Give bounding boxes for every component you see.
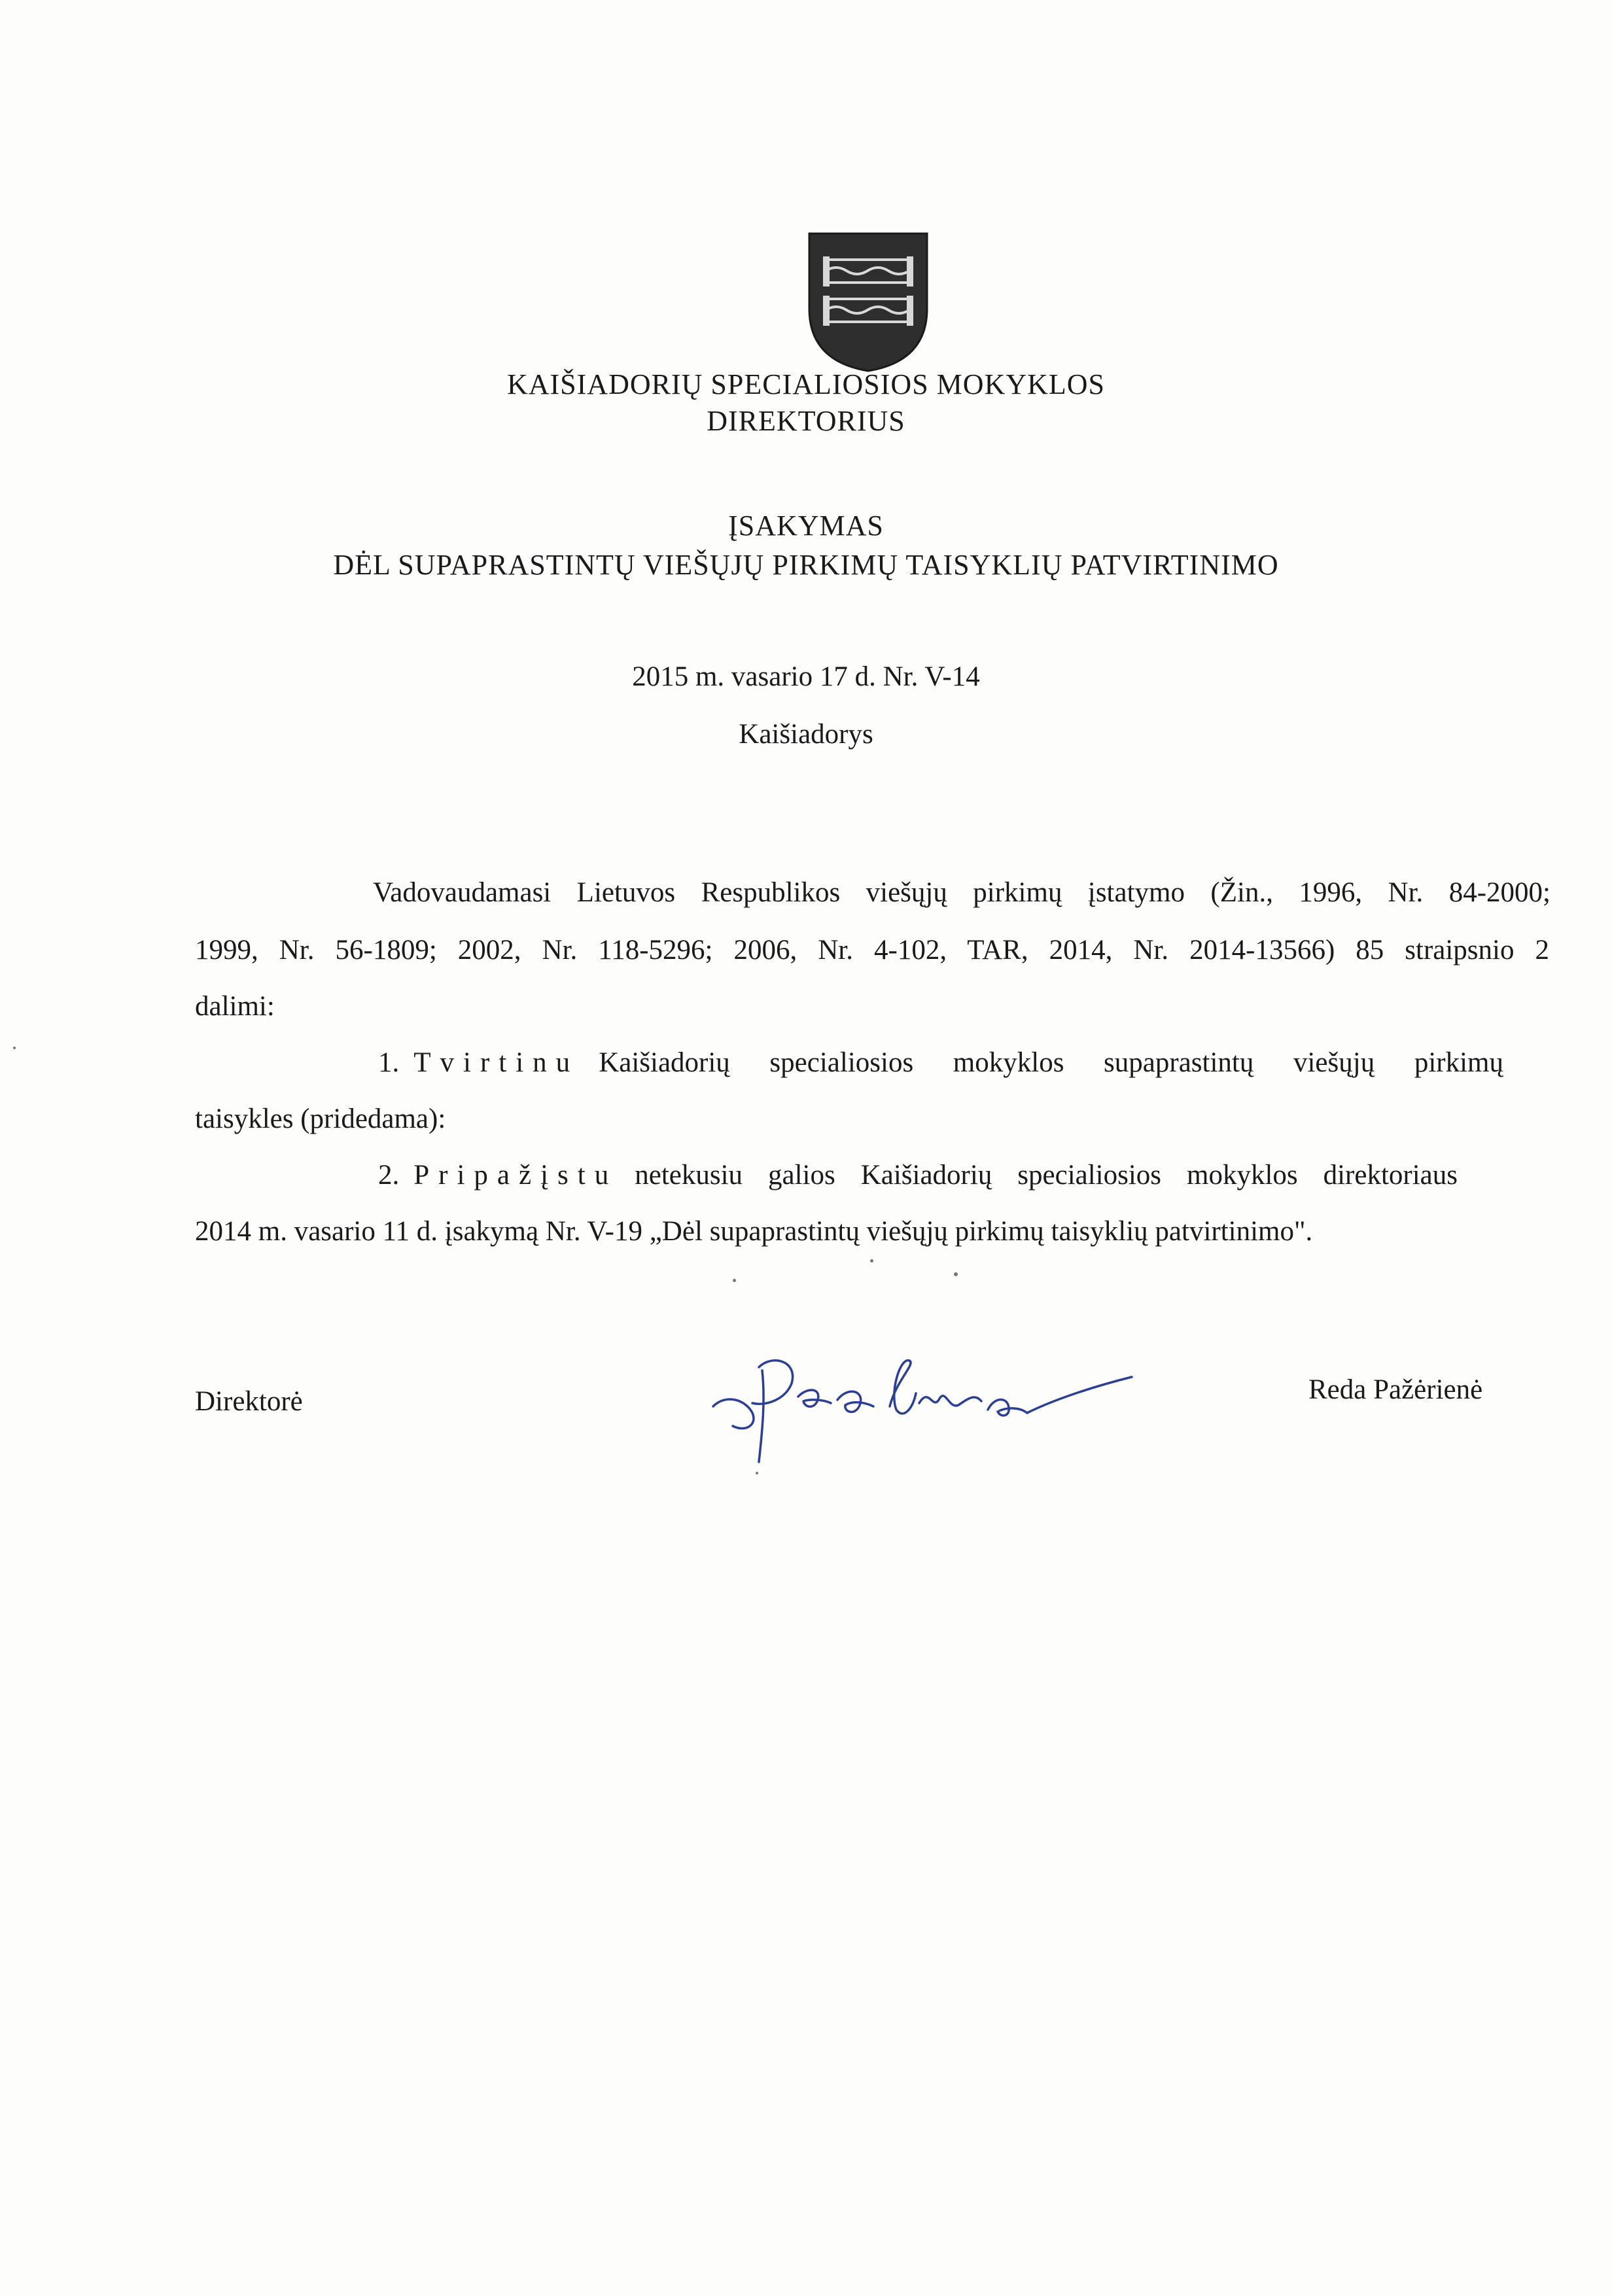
item-2-number: 2. (378, 1160, 400, 1191)
item-1-text: Kaišiadorių specialiosios mokyklos supaprastintų viešųjų pirkimų (599, 1047, 1503, 1078)
scan-speck (756, 1472, 758, 1474)
signatory-position: Direktorė (195, 1386, 303, 1417)
intro-paragraph-line3: dalimi: (195, 991, 275, 1022)
date-and-number: 2015 m. vasario 17 d. Nr. V-14 (632, 661, 980, 692)
signatory-name: Reda Pažėrienė (1308, 1374, 1483, 1405)
intro-paragraph-line2: 1999, Nr. 56-1809; 2002, Nr. 118-5296; 2006, Nr. 4-102, TAR, 2014, Nr. 2014-13566) 85 straipsnio 2 (195, 935, 1549, 965)
coat-of-arms-emblem (806, 230, 930, 374)
item-2-line2: 2014 m. vasario 11 d. įsakymą Nr. V-19 „Dėl supaprastintų viešųjų pirkimų taisyklių patvirtinimo". (195, 1216, 1313, 1247)
item-1-line1 (378, 1047, 1503, 1079)
item-1-verb: Tvirtinu (413, 1047, 580, 1078)
institution-name-line1: KAIŠIADORIŲ SPECIALIOSIOS MOKYKLOS (506, 368, 1106, 400)
scan-speck (954, 1272, 958, 1276)
scan-speck (733, 1279, 736, 1282)
item-2-text: netekusiu galios Kaišiadorių specialiosios mokyklos direktoriaus (635, 1160, 1458, 1191)
handwritten-signature (700, 1348, 1158, 1465)
document-type-title: ĮSAKYMAS (728, 510, 884, 542)
intro-paragraph-line1: Vadovaudamasi Lietuvos Respublikos viešųjų pirkimų įstatymo (Žin., 1996, Nr. 84-2000; (373, 877, 1551, 908)
institution-name-line2: DIREKTORIUS (707, 405, 905, 437)
scan-speck (870, 1259, 873, 1262)
item-2-verb: Pripažįstu (413, 1160, 618, 1191)
item-2-line1 (378, 1159, 1458, 1191)
document-subject: DĖL SUPAPRASTINTŲ VIEŠŲJŲ PIRKIMŲ TAISYKLIŲ PATVIRTINIMO (333, 549, 1279, 581)
item-1-number: 1. (378, 1047, 400, 1078)
place-of-issue: Kaišiadorys (739, 719, 873, 750)
scan-speck (13, 1047, 16, 1049)
item-1-line2: taisykles (pridedama): (195, 1104, 446, 1134)
